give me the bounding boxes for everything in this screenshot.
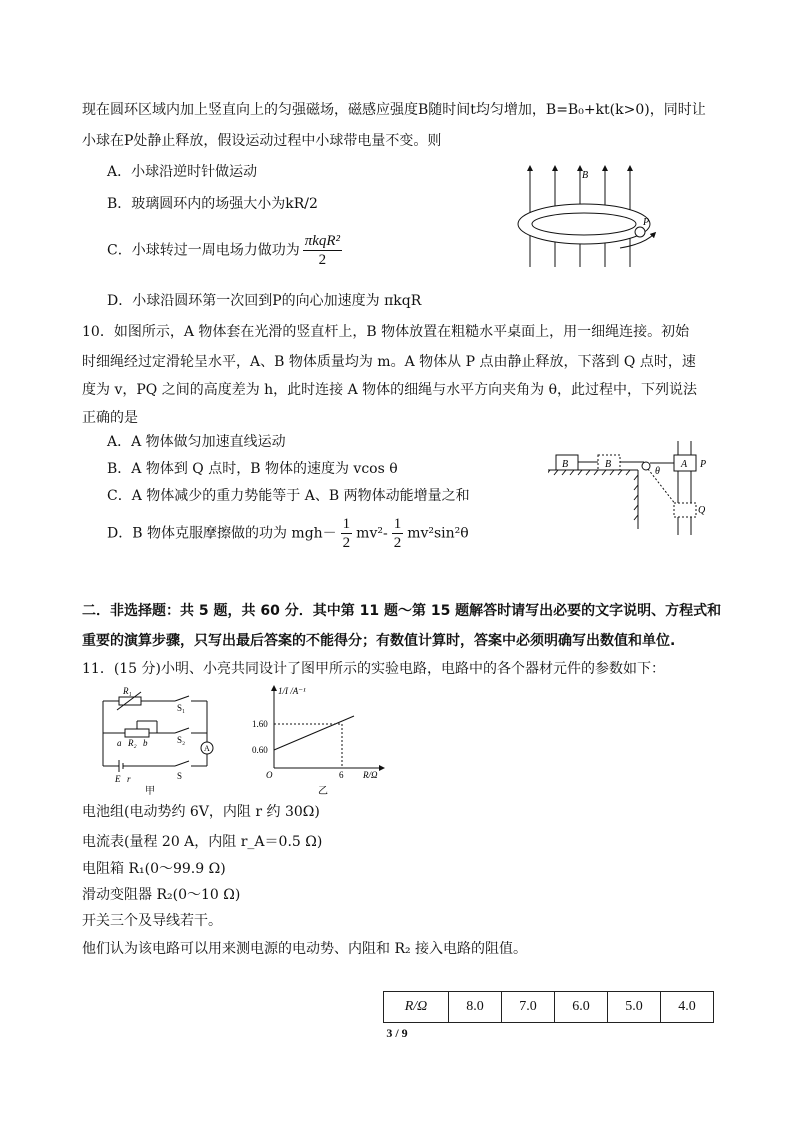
svg-text:B: B [605,459,612,470]
circuit-caption: 甲 [145,786,155,796]
svg-text:b: b [143,738,148,748]
q9-option-b: B．玻璃圆环内的场强大小为kR/2 [107,196,318,212]
svg-text:Q: Q [698,505,706,516]
svg-text:θ: θ [655,466,660,477]
q10-line2: 时细绳经过定滑轮呈水平，A、B 物体质量均为 m。A 物体从 P 点由静止释放，下落到 Q 点时，速 [82,354,696,370]
svg-text:S₁: S₁ [177,703,186,713]
q10-option-c: C．A 物体减少的重力势能等于 A、B 两物体动能增量之和 [107,488,470,504]
svg-text:r: r [127,774,131,784]
svg-text:R₂: R₂ [128,738,137,748]
svg-text:A: A [681,459,688,470]
table-cell: 8.0 [449,992,502,1023]
table-cell: 4.0 [661,992,714,1023]
svg-text:B: B [562,459,569,470]
q10-option-d: D．B 物体克服摩擦做的功为 mgh－ $\frac{1}{2}$ mv²- $\frac{1}{2}$ mv²sin²θ [107,516,469,551]
table-header-cell: R/Ω [384,992,449,1023]
table-cell: 5.0 [608,992,661,1023]
table-row [384,992,714,1023]
field-label-b: B [582,170,589,181]
q9-option-c [107,232,345,272]
svg-text:R₁: R₁ [123,686,132,696]
svg-text:A: A [204,744,210,753]
svg-text:1/I /A⁻¹: 1/I /A⁻¹ [278,686,306,696]
switch-s [175,761,189,766]
q11-item-ammeter: 电流表(量程 20 A，内阻 r_A＝0.5 Ω) [82,834,323,850]
q11-item-switches: 开关三个及导线若干。 [82,913,222,929]
svg-text:1.60: 1.60 [252,719,268,729]
q9-intro-line2: 小球在P处静止释放，假设运动过程中小球带电量不变。则 [82,133,442,149]
q11-graph-figure [250,682,390,797]
ball [635,227,645,237]
q9-intro-line1: 现在圆环区域内加上竖直向上的匀强磁场，磁感应强度B随时间t均匀增加，B=B₀+kt(k>0)，同时让 [82,102,706,118]
q9-option-d: D．小球沿圆环第一次回到P的向心加速度为 πkqR [107,293,422,309]
switch-s2 [175,728,189,733]
q11-line1: 11．(15 分)小明、小亮共同设计了图甲所示的实验电路，电路中的各个器材元件的参数如下： [82,661,666,677]
q10-line4: 正确的是 [82,410,138,426]
svg-text:0.60: 0.60 [252,745,268,755]
svg-text:6: 6 [339,770,344,780]
svg-text:E: E [115,774,121,784]
resistor-r1 [119,697,141,705]
q11-item-rheostat: 滑动变阻器 R₂(0～10 Ω) [82,887,241,903]
svg-text:S: S [177,771,183,781]
graph-caption: 乙 [318,786,328,797]
table-cell: 6.0 [555,992,608,1023]
table-cell: 7.0 [502,992,555,1023]
q10-option-b: B．A 物体到 Q 点时，B 物体的速度为 vcos θ [107,461,398,477]
resistor-r2 [125,729,149,737]
block-a-dashed [674,503,696,517]
q11-item-battery: 电池组(电动势约 6V，内阻 r 约 30Ω) [82,804,320,820]
q11-item-resistance-box: 电阻箱 R₁(0～99.9 Ω) [82,861,226,877]
svg-text:a: a [117,738,122,748]
q9-option-c-fraction: $\frac{\text{πkqR²}}{2}$ [304,233,341,268]
page-number: 3 / 9 [386,1026,408,1040]
q11-circuit-figure [95,686,220,796]
outer-ring [518,204,650,244]
switch-s1 [175,696,189,701]
q11-item-purpose: 他们认为该电路可以用来测电源的电动势、内阻和 R₂ 接入电路的阻值。 [82,941,528,957]
q9-ring-figure [512,162,672,270]
svg-text:S₂: S₂ [177,735,186,745]
section2-heading-line1: 二．非选择题：共 5 题，共 60 分．其中第 11 题～第 15 题解答时请写出必要的文字说明、方程式和 [82,603,722,619]
q9-option-c-text: C．小球转过一周电场力做功为 [107,242,300,259]
resistance-table [383,991,714,1023]
svg-text:O: O [266,770,273,780]
point-label-p: P [643,217,650,228]
svg-text:R/Ω: R/Ω [363,770,378,780]
q10-pulley-figure [548,437,718,537]
svg-text:P: P [700,459,707,470]
pulley [642,462,650,470]
q9-option-a: A．小球沿逆时针做运动 [107,164,258,180]
q10-line1: 10．如图所示，A 物体套在光滑的竖直杆上，B 物体放置在粗糙水平桌面上，用一细绳连接。初始 [82,324,690,340]
q10-option-a: A．A 物体做匀加速直线运动 [107,434,286,450]
q10-line3: 度为 v，PQ 之间的高度差为 h，此时连接 A 物体的细绳与水平方向夹角为 θ，此过程中，下列说法 [82,382,698,398]
section2-heading-line2: 重要的演算步骤，只写出最后答案的不能得分；有数值计算时，答案中必须明确写出数值和单位. [82,633,676,649]
